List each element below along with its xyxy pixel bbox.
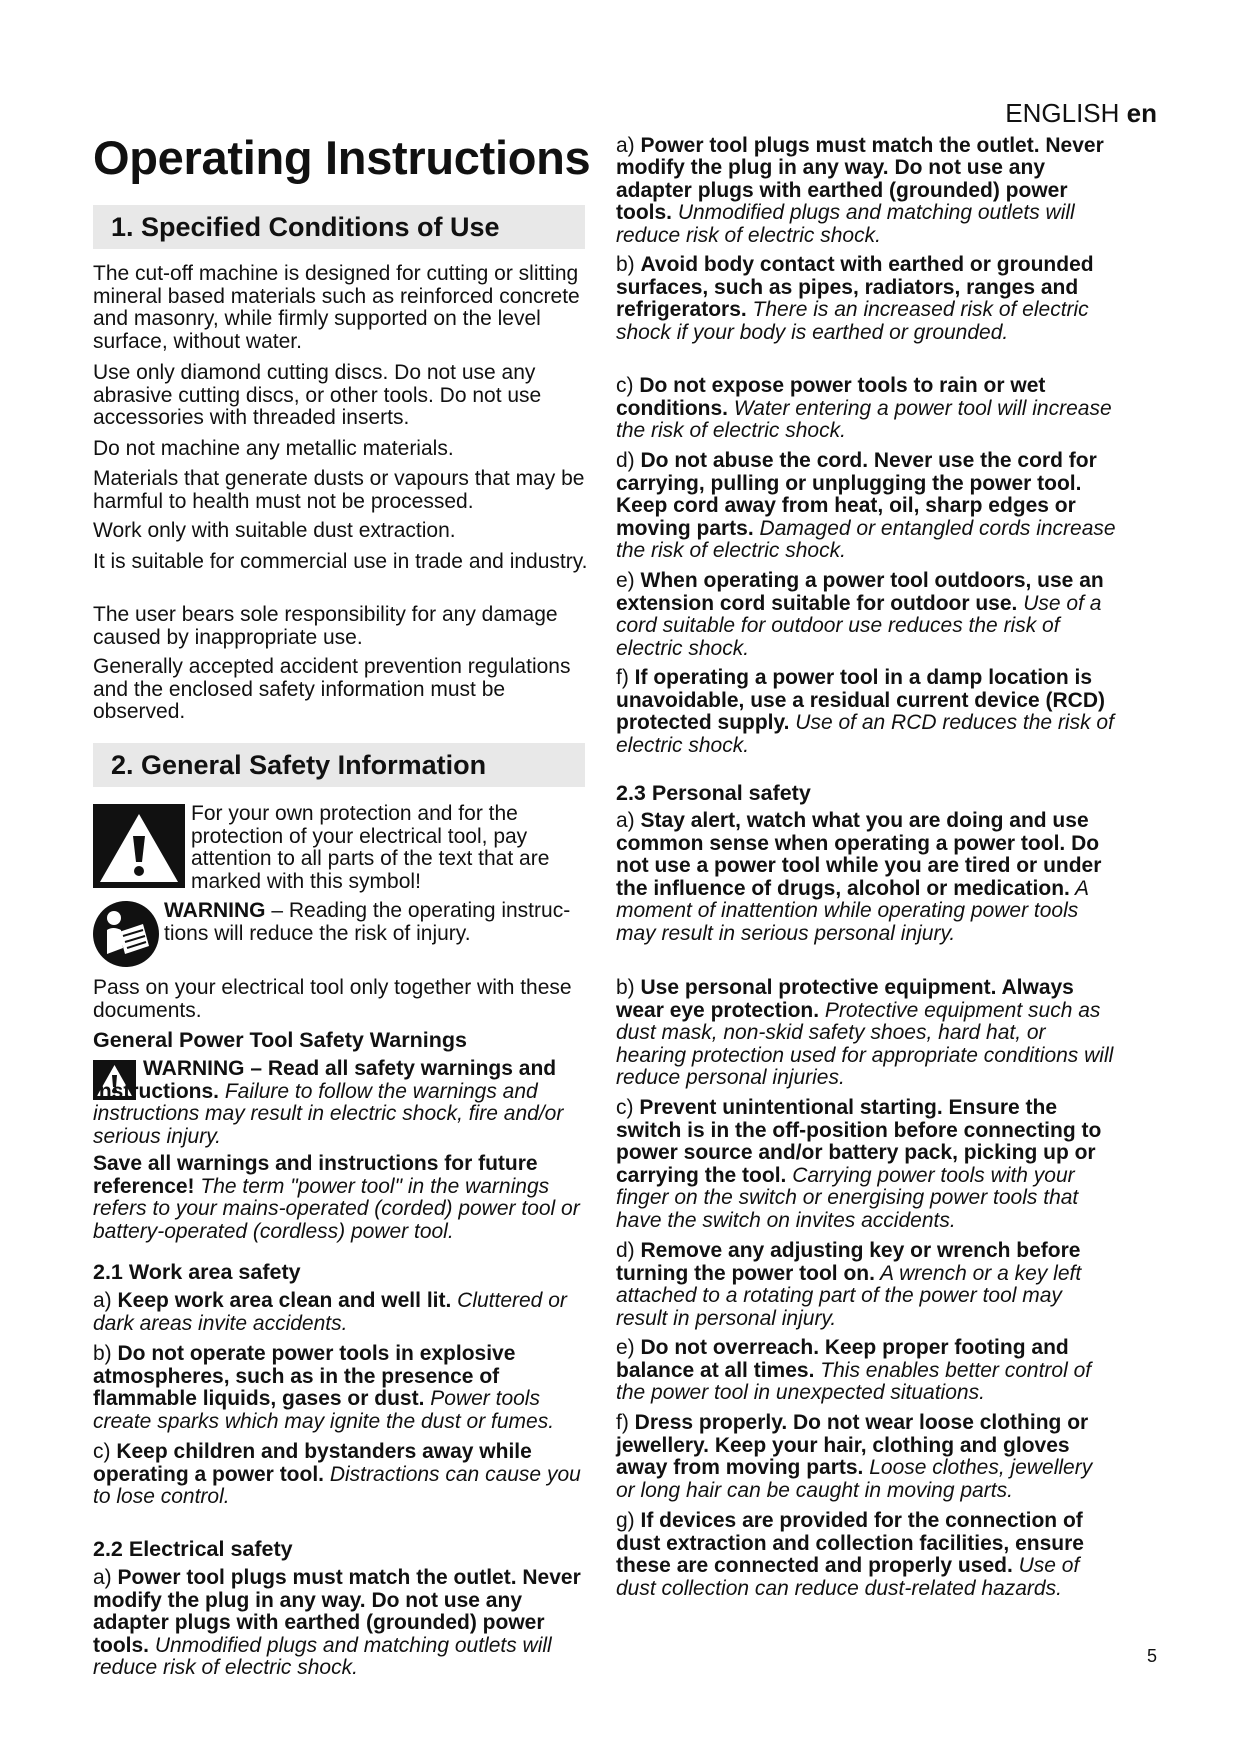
item-italic: Loose clothes, jewellery or long hair can be caught in moving parts. [616,1456,1093,1502]
item-letter: b) [616,253,641,276]
item-bold: Do not overreach. Keep proper footing and balance at all times. [616,1336,1069,1382]
section1-paragraph: The cut-off machine is designed for cutting or slitting mineral based materials such as reinforced concrete and masonry, while firmly supported on the level surface, without water. [93,262,580,353]
electrical-heading: 2.2 Electrical safety [93,1537,293,1561]
item-italic: Carrying power tools with your finger on the switch or energising power tools that have the switch on invites accidents. [616,1163,1079,1232]
item-italic: Damaged or entangled cords increase the risk of electric shock. [616,516,1116,562]
item-letter: e) [616,569,641,592]
item-letter: e) [616,1336,641,1359]
item-letter: d) [616,449,641,472]
item-bold: Prevent unintentional starting. Ensure the switch is in the off-position before connecting to power source and/or battery pack, picking up or carrying the tool. [616,1096,1102,1187]
item-bold: Keep work area clean and well lit. [117,1289,452,1312]
personal-item [616,1337,1116,1405]
item-letter: b) [616,976,641,999]
item-letter: f) [616,666,635,689]
section1-paragraph: Use only diamond cutting discs. Do not use any abrasive cutting discs, or other tools. Do not use accessories with threaded inserts. [93,361,542,429]
item-italic: Use of a cord suitable for outdoor use reduces the risk of electric shock. [616,591,1102,660]
item-letter: c) [93,1440,117,1463]
personal-item [616,1412,1116,1502]
gpt-warning [93,1058,590,1148]
item-bold: Do not expose power tools to rain or wet conditions. [616,374,1046,420]
work-area-item [93,1441,590,1509]
item-italic: Use of dust collection can reduce dust-related hazards. [616,1554,1080,1600]
section1-paragraph: Work only with suitable dust extraction. [93,519,456,542]
item-italic: This enables better control of the power tool in unexpected situations. [616,1358,1092,1404]
warning-label: WARNING [164,899,266,922]
section1-paragraph: Generally accepted accident prevention regulations and the enclosed safety information must be observed. [93,655,571,723]
electrical-item [616,375,1116,443]
gpt-warning-italic: Failure to follow the warnings and instructions may result in electric shock, fire and/or serious injury. [93,1079,564,1148]
item-italic: Protective equipment such as dust mask, non-skid safety shoes, hard hat, or hearing protection used for appropriate conditions will reduce personal injuries. [616,998,1114,1089]
item-italic: Unmodified plugs and matching outlets will reduce risk of electric shock. [93,1633,552,1679]
warning-reading [164,900,594,945]
item-letter: c) [616,1096,640,1119]
warning-triangle-icon [93,804,185,888]
personal-heading: 2.3 Personal safety [616,781,811,805]
item-letter: b) [93,1342,118,1365]
item-italic: Use of an RCD reduces the risk of electric shock. [616,711,1114,757]
personal-item [616,977,1116,1090]
electrical-item-a-continued [616,133,1116,248]
electrical-item-a-start [93,1566,590,1679]
warning-text: – Reading the operating instruc-tions will reduce the risk of injury. [164,899,571,945]
item-bold: Power tool plugs must match the outlet. Never modify the plug in any way. Do not use any adapter plugs with earthed (grounded) power tools. [616,133,1104,224]
item-italic: A wrench or a key left attached to a rotating part of the power tool may result in personal injury. [616,1261,1082,1330]
item-bold: Avoid body contact with earthed or grounded surfaces, such as pipes, radiators, ranges and refrigerators. [616,253,1094,321]
electrical-item [616,450,1116,563]
electrical-item [616,254,1116,344]
item-letter: c) [616,374,640,397]
page-number: 5 [1146,1646,1157,1666]
page-title: Operating Instructions [93,131,591,184]
read-manual-icon [93,900,159,968]
electrical-item-a [93,1567,590,1680]
electrical-item [616,667,1116,757]
language-code: en [1126,98,1157,128]
section1-paragraph: The user bears sole responsibility for any damage caused by inappropriate use. [93,603,558,649]
item-italic: Water entering a power tool will increase the risk of electric shock. [616,396,1112,442]
personal-item [616,1510,1116,1600]
save-italic: The term "power tool" in the warnings refers to your mains-operated (corded) power tool or battery-operated (cordless) power tool. [93,1174,580,1243]
item-bold: Dress properly. Do not wear loose clothing or jewellery. Keep your hair, clothing and gloves away from moving parts. [616,1411,1089,1479]
work-area-item [93,1343,590,1433]
item-letter: f) [616,1411,635,1434]
item-bold: Do not operate power tools in explosive atmospheres, such as in the presence of flammable liquids, gases or dust. [93,1342,516,1410]
gpt-heading: General Power Tool Safety Warnings [93,1028,467,1052]
section2-heading: 2. General Safety Information [93,743,585,787]
item-letter: a) [93,1289,118,1312]
item-bold: Use personal protective equipment. Always wear eye protection. [616,976,1074,1022]
language-name: ENGLISH [1005,98,1120,128]
item-italic: A moment of inattention while operating power tools may result in serious personal injury. [616,876,1089,945]
personal-item [616,810,1116,945]
personal-item [616,1240,1116,1330]
pass-on-note: Pass on your electrical tool only together with these documents. [93,976,572,1022]
section1-paragraph: Materials that generate dusts or vapours that may be harmful to health must not be processed. [93,467,585,513]
work-area-item [93,1290,590,1335]
item-italic: Power tools create sparks which may ignite the dust or fumes. [93,1387,555,1433]
item-bold: If operating a power tool in a damp location is unavoidable, use a residual current device (RCD) protected supply. [616,666,1105,734]
item-bold: When operating a power tool outdoors, use an extension cord suitable for outdoor use. [616,569,1104,615]
item-bold: Keep children and bystanders away while operating a power tool. [93,1440,532,1486]
language-label [1005,98,1157,129]
personal-item [616,1097,1116,1232]
item-bold: Do not abuse the cord. Never use the cord for carrying, pulling or unplugging the power tool. Keep cord away from heat, oil, sharp edges or moving parts. [616,449,1097,540]
item-letter: a) [93,1566,118,1589]
item-letter: g) [616,1509,641,1532]
item-italic: Cluttered or dark areas invite accidents. [93,1289,567,1335]
save-warnings [93,1153,590,1243]
section1-heading: 1. Specified Conditions of Use [93,205,585,249]
electrical-item-a-continued-text [616,135,1116,248]
item-letter: a) [616,133,641,157]
item-italic: There is an increased risk of electric shock if your body is earthed or grounded. [616,298,1089,344]
item-italic: Distractions can cause you to lose control. [93,1462,581,1508]
section1-paragraph: Do not machine any metallic materials. [93,437,454,460]
item-bold: Power tool plugs must match the outlet. Never modify the plug in any way. Do not use any adapter plugs with earthed (grounded) power tools. [93,1566,581,1657]
item-bold: Remove any adjusting key or wrench before turning the power tool on. [616,1239,1081,1285]
save-bold: Save all warnings and instructions for future reference! [93,1152,538,1198]
electrical-item [616,570,1116,660]
item-letter: a) [616,809,641,832]
item-italic: Unmodified plugs and matching outlets will reduce risk of electric shock. [616,201,1075,247]
section1-paragraph: It is suitable for commercial use in trade and industry. [93,550,588,573]
item-letter: d) [616,1239,641,1262]
item-bold: Stay alert, watch what you are doing and use common sense when operating a power tool. Do not use a power tool while you are tired or under the influence of drugs, alcohol or medication. [616,809,1102,900]
gpt-warning-bold: WARNING – Read all safety warnings and instructions. [93,1057,557,1103]
item-bold: If devices are provided for the connection of dust extraction and collection facilities, ensure these are connected and properly used. [616,1509,1084,1577]
symbol-note: For your own protection and for the protection of your electrical tool, pay attention to all parts of the text that are marked with this symbol! [191,802,550,893]
work-area-heading: 2.1 Work area safety [93,1260,301,1284]
